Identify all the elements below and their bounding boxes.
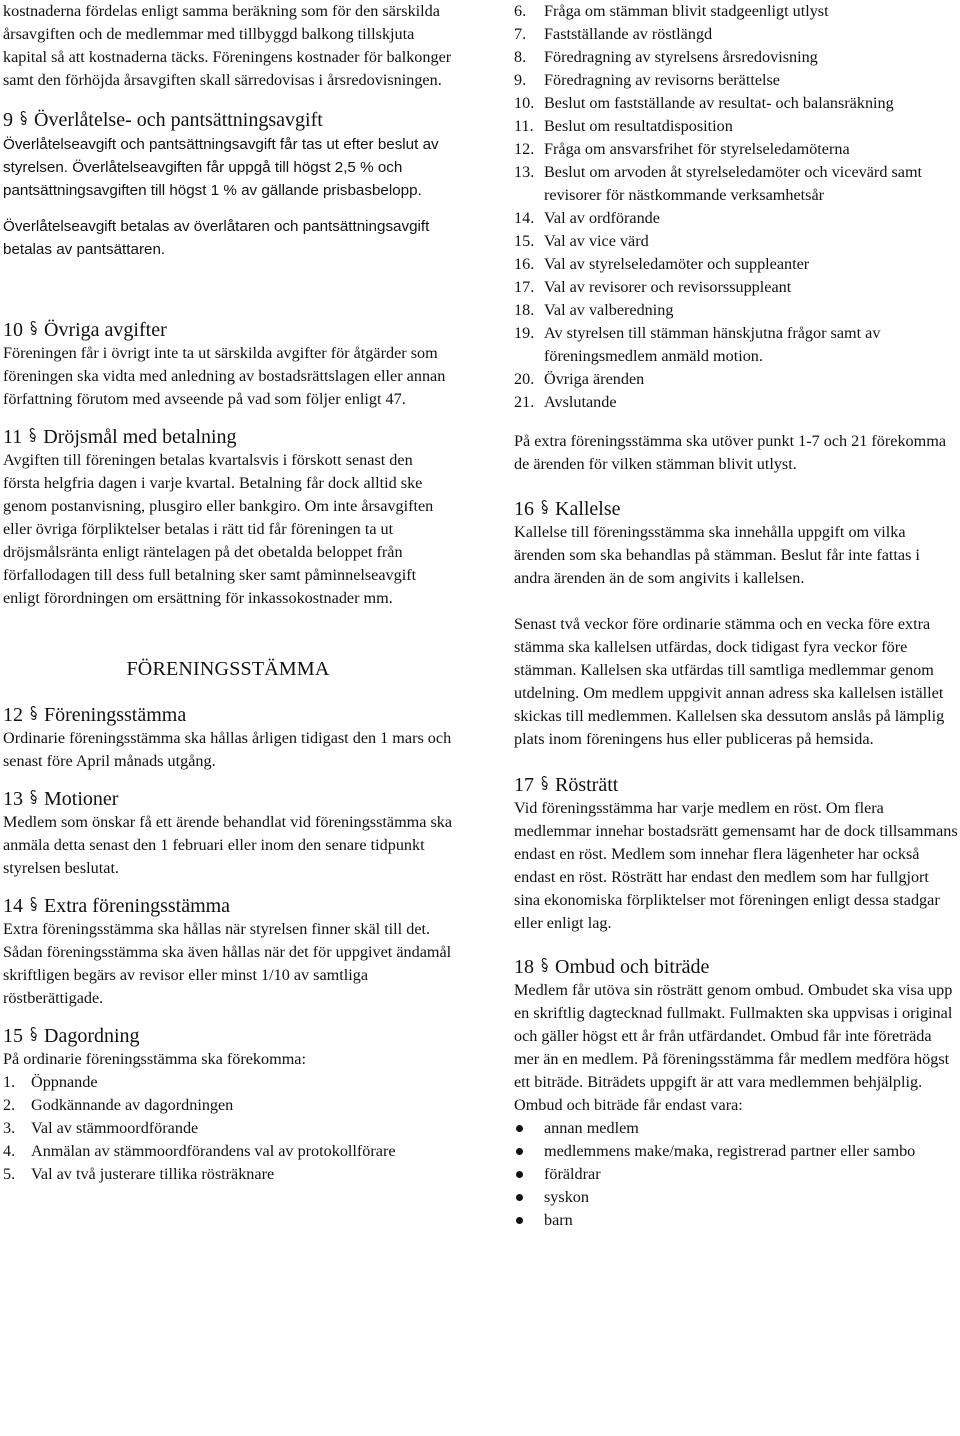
section-11-paragraph: Avgiften till föreningen betalas kvartalsvis i förskott senast den första helgfria dagen i varje kvartal. Betalning får dock alltid ske genom postanvisning, plusgiro eller bankgiro. Om inte årsavgiften eller övriga förpliktelser betalas i rätt tid får föreningen ta ut dröjsmålsränta enligt räntelagen på det obetalda beloppet från förfallodagen till dess full betalning sker samt påminnelseavgift enligt förordningen om ersättning för inkassokostnader mm. (3, 451, 434, 607)
section-number: 12 (3, 704, 23, 726)
section-heading-15 (3, 1024, 453, 1048)
section-heading-13 (3, 787, 453, 811)
paragraph-sign-icon (29, 788, 38, 810)
agenda-list-part-1 (3, 1071, 453, 1186)
section-title: Rösträtt (555, 774, 619, 796)
section-title: Dröjsmål med betalning (43, 426, 237, 448)
section-number: 11 (3, 426, 23, 448)
section-title: Extra föreningsstämma (44, 895, 231, 917)
section-number: 16 (514, 498, 534, 520)
agenda-list-part-2 (514, 0, 958, 414)
section-title: Föreningsstämma (44, 704, 187, 726)
paragraph-sign-icon (29, 704, 38, 726)
left-column (3, 0, 453, 1186)
section-17-paragraph: Vid föreningsstämma har varje medlem en röst. Om flera medlemmar innehar bostadsrätt gemensamt har de dock tillsammans endast en röst. Medlem som innehar flera lägenheter har också endast en röst. Rösträtt har endast den medlem som har fullgjort sina ekonomiska förpliktelser mot föreningen enligt dessa stadgar eller enligt lag. (514, 799, 958, 932)
section-10-paragraph: Föreningen får i övrigt inte ta ut särskilda avgifter för åtgärder som föreningen ska vidta med anledning av bostadsrättslagen eller annan författning förutom med avseende på vad som följer enligt 47. (3, 344, 446, 408)
section-heading-14 (3, 894, 453, 918)
list-item: 13. Beslut om arvoden åt styrelseledamöter och vicevärd samt revisorer för nästkommande verksamhetsår (514, 163, 923, 204)
section-title: Dagordning (44, 1025, 140, 1047)
section-9-paragraph-1: Överlåtelseavgift och pantsättningsavgift får tas ut efter beslut av styrelsen. Överlåtelseavgiften får uppgå till högst 2,5 % och pantsättningsavgiften till högst 1 % av gällande prisbasbelopp. (3, 136, 439, 199)
section-16-paragraph-1: Kallelse till föreningsstämma ska innehålla uppgift om vilka ärenden som ska behandlas på stämman. Beslut får inte fattas i andra ärenden än de som angivits i kallelsen. (514, 523, 920, 587)
bullet-icon (514, 1140, 544, 1163)
list-item: 11. Beslut om resultatdisposition (514, 117, 733, 135)
paragraph-sign-icon (29, 319, 38, 341)
paragraph-sign-icon (29, 1025, 38, 1047)
section-heading-9 (3, 108, 453, 132)
list-item: 5. Val av två justerare tillika rösträknare (3, 1165, 275, 1183)
list-item: 10. Beslut om fastställande av resultat- och balansräkning (514, 94, 894, 112)
section-heading-12 (3, 703, 453, 727)
bullet-icon (514, 1186, 544, 1209)
list-item: 8. Föredragning av styrelsens årsredovisning (514, 48, 818, 66)
section-18-paragraph-1: Medlem får utöva sin rösträtt genom ombud. Ombudet ska visa upp en skriftlig dagtecknad fullmakt. Fullmakten ska uppvisas i original och gäller högst ett år från utfärdandet. Ombud får inte företräda mer än en medlem. På föreningsstämma får medlem medföra högst ett biträde. Biträdets uppgift är att vara medlemmen behjälplig. (514, 981, 953, 1091)
list-item: 4. Anmälan av stämmoordförandens val av protokollförare (3, 1142, 396, 1160)
list-item: 1. Öppnande (3, 1073, 98, 1091)
intro-paragraph: kostnaderna fördelas enligt samma beräkning som för den särskilda årsavgiften och de medlemmar med tillbyggd balkong tillskjuta kapital så att kostnaderna täcks. Föreningens kostnader för balkonger samt den förhöjda årsavgiften skall särredovisas i årsredovisningen. (3, 2, 452, 89)
section-heading-10 (3, 318, 453, 342)
list-item: 18. Val av valberedning (514, 301, 674, 319)
section-number: 18 (514, 956, 534, 978)
section-group-heading: FÖRENINGSSTÄMMA (126, 658, 330, 680)
section-heading-11 (3, 425, 453, 449)
list-item: 7. Fastställande av röstlängd (514, 25, 713, 43)
section-13-paragraph: Medlem som önskar få ett ärende behandlat vid föreningsstämma ska anmäla detta senast den 1 februari eller inom den senare tidpunkt styrelsen beslutat. (3, 813, 453, 877)
paragraph-sign-icon (540, 498, 549, 520)
list-item: 14. Val av ordförande (514, 209, 660, 227)
bullet-icon (514, 1209, 544, 1232)
section-number: 10 (3, 319, 23, 341)
list-item: 21. Avslutande (514, 393, 617, 411)
section-title: Ombud och biträde (555, 956, 710, 978)
paragraph-sign-icon (19, 109, 28, 131)
section-title: Övriga avgifter (44, 319, 167, 341)
list-item: 12. Fråga om ansvarsfrihet för styrelseledamöterna (514, 140, 850, 158)
allowed-proxy-list (514, 1117, 958, 1232)
section-number: 15 (3, 1025, 23, 1047)
paragraph-sign-icon (540, 956, 549, 978)
list-item: 3. Val av stämmoordförande (3, 1119, 199, 1137)
list-item: barn (514, 1209, 958, 1232)
list-item: 6. Fråga om stämman blivit stadgeenligt utlyst (514, 2, 829, 20)
list-item: annan medlem (514, 1117, 958, 1140)
section-16-paragraph-2: Senast två veckor före ordinarie stämma och en vecka före extra stämma ska kallelsen utfärdas, dock tidigast fyra veckor före stämman. Kallelsen ska utfärdas till samtliga medlemmar genom utdelning. Om medlem uppgivit annan adress ska kallelsen istället skickas till medlemmen. Kallelsen ska dessutom anslås på lämplig plats inom föreningens hus eller publiceras på hemsida. (514, 615, 945, 748)
section-number: 13 (3, 788, 23, 810)
list-item: syskon (514, 1186, 958, 1209)
paragraph-sign-icon (29, 895, 38, 917)
paragraph-sign-icon (28, 426, 37, 448)
section-18-paragraph-2: Ombud och biträde får endast vara: (514, 1096, 743, 1114)
section-number: 17 (514, 774, 534, 796)
section-12-paragraph: Ordinarie föreningsstämma ska hållas årligen tidigast den 1 mars och senast före April månads utgång. (3, 729, 452, 770)
list-item: 20. Övriga ärenden (514, 370, 645, 388)
list-item: 16. Val av styrelseledamöter och suppleanter (514, 255, 810, 273)
section-heading-18 (514, 955, 958, 979)
section-title: Kallelse (555, 498, 621, 520)
agenda-intro: På ordinarie föreningsstämma ska förekomma: (3, 1050, 306, 1068)
list-item: 2. Godkännande av dagordningen (3, 1096, 234, 1114)
section-heading-16 (514, 497, 958, 521)
list-item: föräldrar (514, 1163, 958, 1186)
list-item: 15. Val av vice värd (514, 232, 649, 250)
list-item: medlemmens make/maka, registrerad partner eller sambo (514, 1140, 958, 1163)
section-title: Motioner (44, 788, 119, 810)
right-column (514, 0, 958, 1232)
section-title: Överlåtelse- och pantsättningsavgift (34, 109, 323, 131)
extra-meeting-note: På extra föreningsstämma ska utöver punkt 1-7 och 21 förekomma de ärenden för vilken stämman blivit utlyst. (514, 432, 947, 473)
paragraph-sign-icon (540, 774, 549, 796)
section-heading-17 (514, 773, 958, 797)
list-item: 17. Val av revisorer och revisorssuppleant (514, 278, 792, 296)
bullet-icon (514, 1117, 544, 1140)
bullet-icon (514, 1163, 544, 1186)
section-number: 9 (3, 109, 13, 131)
list-item: 9. Föredragning av revisorns berättelse (514, 71, 780, 89)
section-9-paragraph-2: Överlåtelseavgift betalas av överlåtaren och pantsättningsavgift betalas av pantsättaren. (3, 218, 430, 258)
section-number: 14 (3, 895, 23, 917)
section-14-paragraph: Extra föreningsstämma ska hållas när styrelsen finner skäl till det. Sådan föreningsstämma ska även hållas när det för uppgivet ändamål skriftligen begärs av revisor eller minst 1/10 av samtliga röstberättigade. (3, 920, 452, 1007)
list-item: 19. Av styrelsen till stämman hänskjutna frågor samt av föreningsmedlem anmäld motion. (514, 324, 881, 365)
